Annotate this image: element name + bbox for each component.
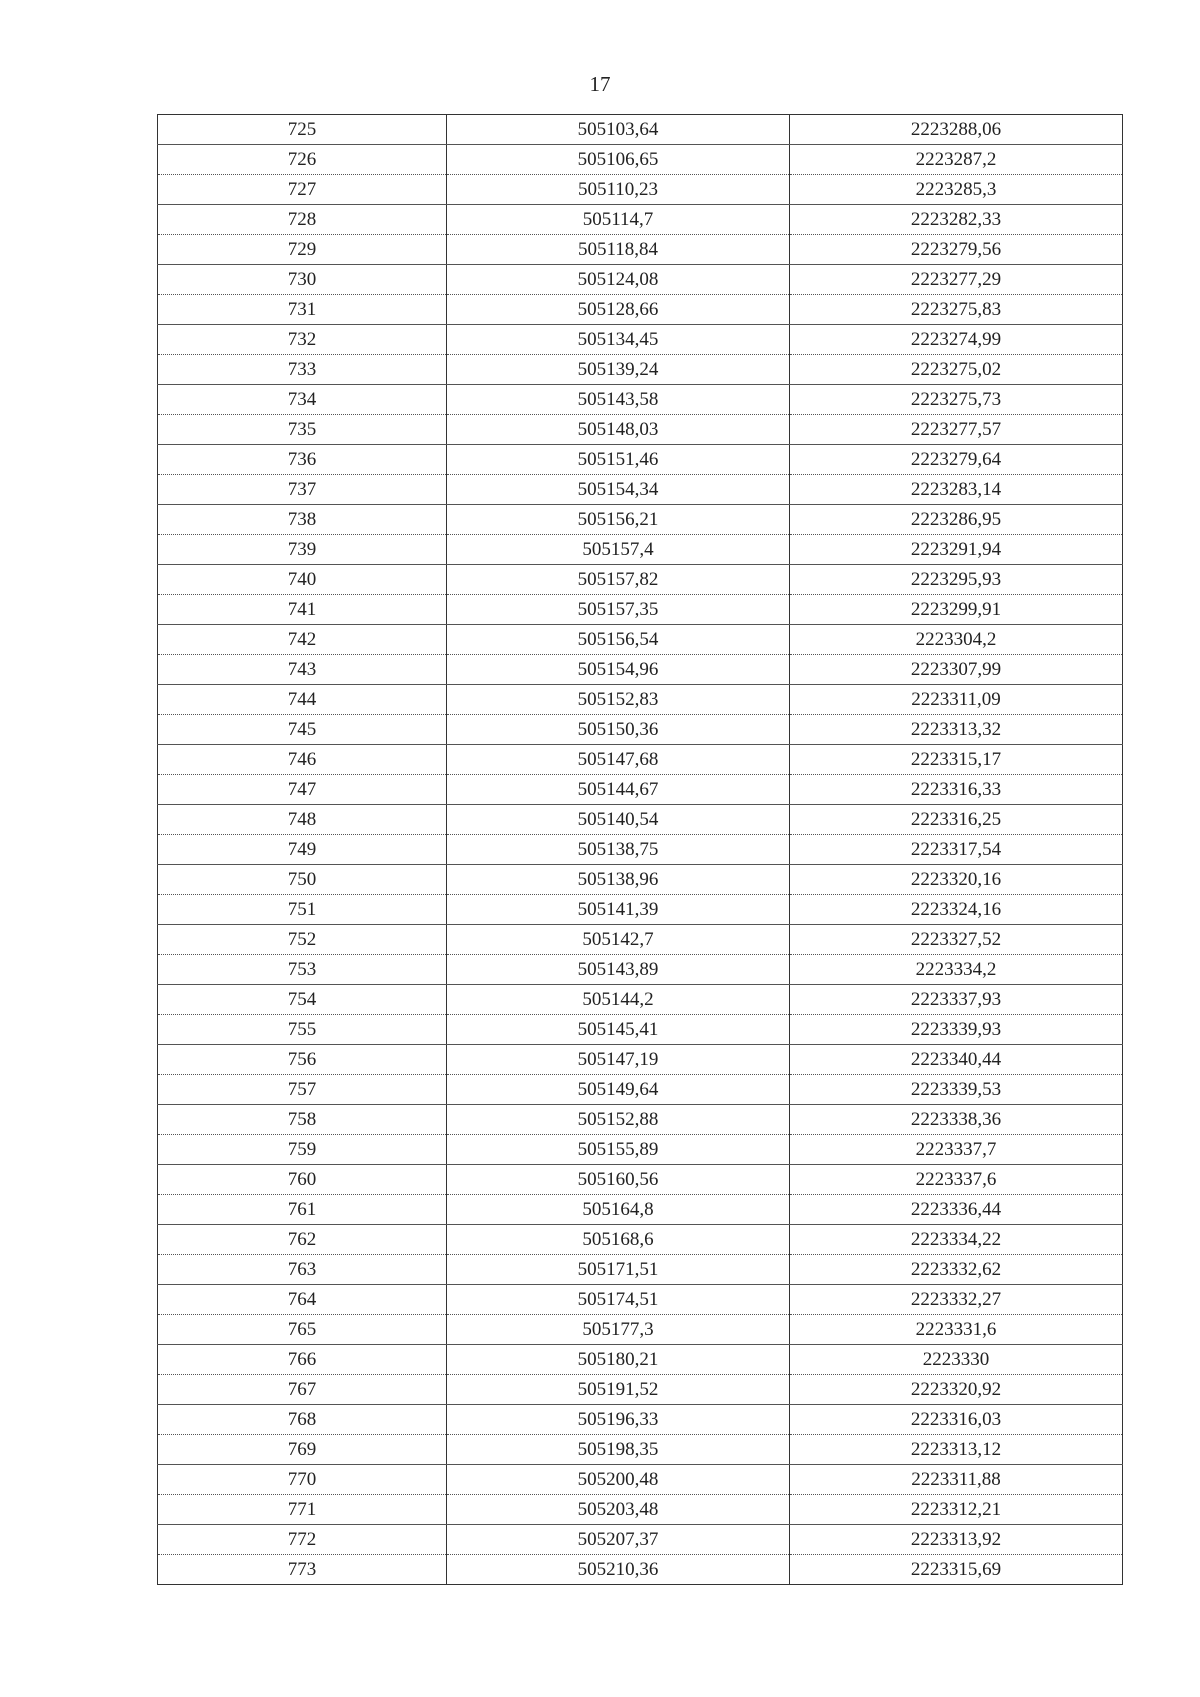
x-coordinate-cell: 505180,21	[447, 1345, 790, 1375]
x-coordinate-cell: 505141,39	[447, 895, 790, 925]
y-coordinate-cell: 2223327,52	[790, 925, 1123, 955]
point-number-cell: 753	[158, 955, 447, 985]
point-number-cell: 763	[158, 1255, 447, 1285]
point-number-cell: 732	[158, 325, 447, 355]
y-coordinate-cell: 2223334,22	[790, 1225, 1123, 1255]
x-coordinate-cell: 505157,82	[447, 565, 790, 595]
y-coordinate-cell: 2223287,2	[790, 145, 1123, 175]
y-coordinate-cell: 2223311,88	[790, 1465, 1123, 1495]
x-coordinate-cell: 505140,54	[447, 805, 790, 835]
point-number-cell: 737	[158, 475, 447, 505]
table-row	[158, 1045, 1123, 1075]
x-coordinate-cell: 505160,56	[447, 1165, 790, 1195]
point-number-cell: 736	[158, 445, 447, 475]
y-coordinate-cell: 2223336,44	[790, 1195, 1123, 1225]
x-coordinate-cell: 505168,6	[447, 1225, 790, 1255]
point-number-cell: 772	[158, 1525, 447, 1555]
point-number-cell: 729	[158, 235, 447, 265]
point-number-cell: 762	[158, 1225, 447, 1255]
point-number-cell: 760	[158, 1165, 447, 1195]
y-coordinate-cell: 2223337,6	[790, 1165, 1123, 1195]
y-coordinate-cell: 2223313,32	[790, 715, 1123, 745]
y-coordinate-cell: 2223279,56	[790, 235, 1123, 265]
point-number-cell: 749	[158, 835, 447, 865]
table-row	[158, 295, 1123, 325]
table-row	[158, 505, 1123, 535]
point-number-cell: 769	[158, 1435, 447, 1465]
table-row	[158, 685, 1123, 715]
table-row	[158, 1555, 1123, 1585]
point-number-cell: 726	[158, 145, 447, 175]
point-number-cell: 770	[158, 1465, 447, 1495]
table-row	[158, 355, 1123, 385]
point-number-cell: 751	[158, 895, 447, 925]
table-row	[158, 1285, 1123, 1315]
point-number-cell: 745	[158, 715, 447, 745]
table-row	[158, 445, 1123, 475]
x-coordinate-cell: 505142,7	[447, 925, 790, 955]
x-coordinate-cell: 505157,35	[447, 595, 790, 625]
y-coordinate-cell: 2223277,57	[790, 415, 1123, 445]
x-coordinate-cell: 505154,96	[447, 655, 790, 685]
x-coordinate-cell: 505174,51	[447, 1285, 790, 1315]
table-row	[158, 805, 1123, 835]
point-number-cell: 739	[158, 535, 447, 565]
y-coordinate-cell: 2223274,99	[790, 325, 1123, 355]
table-row	[158, 955, 1123, 985]
y-coordinate-cell: 2223316,25	[790, 805, 1123, 835]
y-coordinate-cell: 2223320,16	[790, 865, 1123, 895]
y-coordinate-cell: 2223288,06	[790, 115, 1123, 145]
table-row	[158, 1315, 1123, 1345]
point-number-cell: 764	[158, 1285, 447, 1315]
point-number-cell: 752	[158, 925, 447, 955]
y-coordinate-cell: 2223283,14	[790, 475, 1123, 505]
table-row	[158, 1525, 1123, 1555]
y-coordinate-cell: 2223316,33	[790, 775, 1123, 805]
table-row	[158, 625, 1123, 655]
point-number-cell: 725	[158, 115, 447, 145]
y-coordinate-cell: 2223307,99	[790, 655, 1123, 685]
table-row	[158, 565, 1123, 595]
point-number-cell: 758	[158, 1105, 447, 1135]
y-coordinate-cell: 2223295,93	[790, 565, 1123, 595]
table-row	[158, 715, 1123, 745]
x-coordinate-cell: 505148,03	[447, 415, 790, 445]
table-row	[158, 595, 1123, 625]
table-row	[158, 1135, 1123, 1165]
y-coordinate-cell: 2223331,6	[790, 1315, 1123, 1345]
x-coordinate-cell: 505147,68	[447, 745, 790, 775]
table-row	[158, 1255, 1123, 1285]
y-coordinate-cell: 2223337,7	[790, 1135, 1123, 1165]
point-number-cell: 734	[158, 385, 447, 415]
y-coordinate-cell: 2223330	[790, 1345, 1123, 1375]
x-coordinate-cell: 505143,89	[447, 955, 790, 985]
y-coordinate-cell: 2223313,92	[790, 1525, 1123, 1555]
y-coordinate-cell: 2223332,27	[790, 1285, 1123, 1315]
x-coordinate-cell: 505154,34	[447, 475, 790, 505]
table-row	[158, 1015, 1123, 1045]
table-row	[158, 865, 1123, 895]
y-coordinate-cell: 2223312,21	[790, 1495, 1123, 1525]
point-number-cell: 730	[158, 265, 447, 295]
coordinates-table	[157, 114, 1123, 1585]
x-coordinate-cell: 505151,46	[447, 445, 790, 475]
point-number-cell: 750	[158, 865, 447, 895]
x-coordinate-cell: 505147,19	[447, 1045, 790, 1075]
x-coordinate-cell: 505128,66	[447, 295, 790, 325]
x-coordinate-cell: 505210,36	[447, 1555, 790, 1585]
y-coordinate-cell: 2223313,12	[790, 1435, 1123, 1465]
y-coordinate-cell: 2223279,64	[790, 445, 1123, 475]
x-coordinate-cell: 505145,41	[447, 1015, 790, 1045]
table-row	[158, 1465, 1123, 1495]
y-coordinate-cell: 2223285,3	[790, 175, 1123, 205]
x-coordinate-cell: 505144,67	[447, 775, 790, 805]
table-row	[158, 145, 1123, 175]
table-row	[158, 1495, 1123, 1525]
y-coordinate-cell: 2223337,93	[790, 985, 1123, 1015]
x-coordinate-cell: 505156,21	[447, 505, 790, 535]
table-row	[158, 925, 1123, 955]
y-coordinate-cell: 2223340,44	[790, 1045, 1123, 1075]
table-row	[158, 655, 1123, 685]
y-coordinate-cell: 2223291,94	[790, 535, 1123, 565]
point-number-cell: 765	[158, 1315, 447, 1345]
x-coordinate-cell: 505143,58	[447, 385, 790, 415]
y-coordinate-cell: 2223286,95	[790, 505, 1123, 535]
x-coordinate-cell: 505200,48	[447, 1465, 790, 1495]
y-coordinate-cell: 2223277,29	[790, 265, 1123, 295]
table-row	[158, 1345, 1123, 1375]
point-number-cell: 756	[158, 1045, 447, 1075]
x-coordinate-cell: 505177,3	[447, 1315, 790, 1345]
x-coordinate-cell: 505191,52	[447, 1375, 790, 1405]
y-coordinate-cell: 2223316,03	[790, 1405, 1123, 1435]
y-coordinate-cell: 2223304,2	[790, 625, 1123, 655]
x-coordinate-cell: 505103,64	[447, 115, 790, 145]
table-row	[158, 775, 1123, 805]
point-number-cell: 766	[158, 1345, 447, 1375]
y-coordinate-cell: 2223275,83	[790, 295, 1123, 325]
point-number-cell: 755	[158, 1015, 447, 1045]
table-row	[158, 1195, 1123, 1225]
x-coordinate-cell: 505152,88	[447, 1105, 790, 1135]
table-row	[158, 175, 1123, 205]
x-coordinate-cell: 505118,84	[447, 235, 790, 265]
point-number-cell: 773	[158, 1555, 447, 1585]
point-number-cell: 754	[158, 985, 447, 1015]
table-row	[158, 1375, 1123, 1405]
x-coordinate-cell: 505106,65	[447, 145, 790, 175]
point-number-cell: 759	[158, 1135, 447, 1165]
point-number-cell: 746	[158, 745, 447, 775]
point-number-cell: 727	[158, 175, 447, 205]
point-number-cell: 761	[158, 1195, 447, 1225]
x-coordinate-cell: 505164,8	[447, 1195, 790, 1225]
table-row	[158, 1105, 1123, 1135]
x-coordinate-cell: 505152,83	[447, 685, 790, 715]
x-coordinate-cell: 505134,45	[447, 325, 790, 355]
x-coordinate-cell: 505198,35	[447, 1435, 790, 1465]
y-coordinate-cell: 2223339,93	[790, 1015, 1123, 1045]
y-coordinate-cell: 2223334,2	[790, 955, 1123, 985]
y-coordinate-cell: 2223324,16	[790, 895, 1123, 925]
table-row	[158, 1075, 1123, 1105]
x-coordinate-cell: 505207,37	[447, 1525, 790, 1555]
point-number-cell: 747	[158, 775, 447, 805]
coordinates-table-body	[158, 115, 1123, 1585]
point-number-cell: 740	[158, 565, 447, 595]
point-number-cell: 757	[158, 1075, 447, 1105]
table-row	[158, 415, 1123, 445]
y-coordinate-cell: 2223339,53	[790, 1075, 1123, 1105]
y-coordinate-cell: 2223299,91	[790, 595, 1123, 625]
table-row	[158, 475, 1123, 505]
y-coordinate-cell: 2223332,62	[790, 1255, 1123, 1285]
table-row	[158, 1435, 1123, 1465]
table-row	[158, 835, 1123, 865]
table-row	[158, 1225, 1123, 1255]
table-row	[158, 1165, 1123, 1195]
table-row	[158, 535, 1123, 565]
point-number-cell: 744	[158, 685, 447, 715]
y-coordinate-cell: 2223338,36	[790, 1105, 1123, 1135]
point-number-cell: 742	[158, 625, 447, 655]
point-number-cell: 771	[158, 1495, 447, 1525]
y-coordinate-cell: 2223282,33	[790, 205, 1123, 235]
y-coordinate-cell: 2223275,02	[790, 355, 1123, 385]
table-row	[158, 265, 1123, 295]
point-number-cell: 767	[158, 1375, 447, 1405]
x-coordinate-cell: 505149,64	[447, 1075, 790, 1105]
y-coordinate-cell: 2223320,92	[790, 1375, 1123, 1405]
table-row	[158, 745, 1123, 775]
point-number-cell: 741	[158, 595, 447, 625]
point-number-cell: 733	[158, 355, 447, 385]
point-number-cell: 738	[158, 505, 447, 535]
x-coordinate-cell: 505138,75	[447, 835, 790, 865]
y-coordinate-cell: 2223311,09	[790, 685, 1123, 715]
x-coordinate-cell: 505138,96	[447, 865, 790, 895]
table-row	[158, 235, 1123, 265]
table-row	[158, 895, 1123, 925]
x-coordinate-cell: 505156,54	[447, 625, 790, 655]
point-number-cell: 768	[158, 1405, 447, 1435]
table-row	[158, 385, 1123, 415]
x-coordinate-cell: 505114,7	[447, 205, 790, 235]
x-coordinate-cell: 505124,08	[447, 265, 790, 295]
x-coordinate-cell: 505203,48	[447, 1495, 790, 1525]
x-coordinate-cell: 505139,24	[447, 355, 790, 385]
table-row	[158, 205, 1123, 235]
x-coordinate-cell: 505144,2	[447, 985, 790, 1015]
x-coordinate-cell: 505155,89	[447, 1135, 790, 1165]
point-number-cell: 748	[158, 805, 447, 835]
point-number-cell: 731	[158, 295, 447, 325]
y-coordinate-cell: 2223315,69	[790, 1555, 1123, 1585]
point-number-cell: 735	[158, 415, 447, 445]
x-coordinate-cell: 505150,36	[447, 715, 790, 745]
table-row	[158, 985, 1123, 1015]
page-number: 17	[589, 72, 611, 96]
y-coordinate-cell: 2223317,54	[790, 835, 1123, 865]
table-row	[158, 1405, 1123, 1435]
table-row	[158, 115, 1123, 145]
x-coordinate-cell: 505110,23	[447, 175, 790, 205]
point-number-cell: 728	[158, 205, 447, 235]
y-coordinate-cell: 2223275,73	[790, 385, 1123, 415]
x-coordinate-cell: 505171,51	[447, 1255, 790, 1285]
y-coordinate-cell: 2223315,17	[790, 745, 1123, 775]
point-number-cell: 743	[158, 655, 447, 685]
table-row	[158, 325, 1123, 355]
x-coordinate-cell: 505157,4	[447, 535, 790, 565]
x-coordinate-cell: 505196,33	[447, 1405, 790, 1435]
